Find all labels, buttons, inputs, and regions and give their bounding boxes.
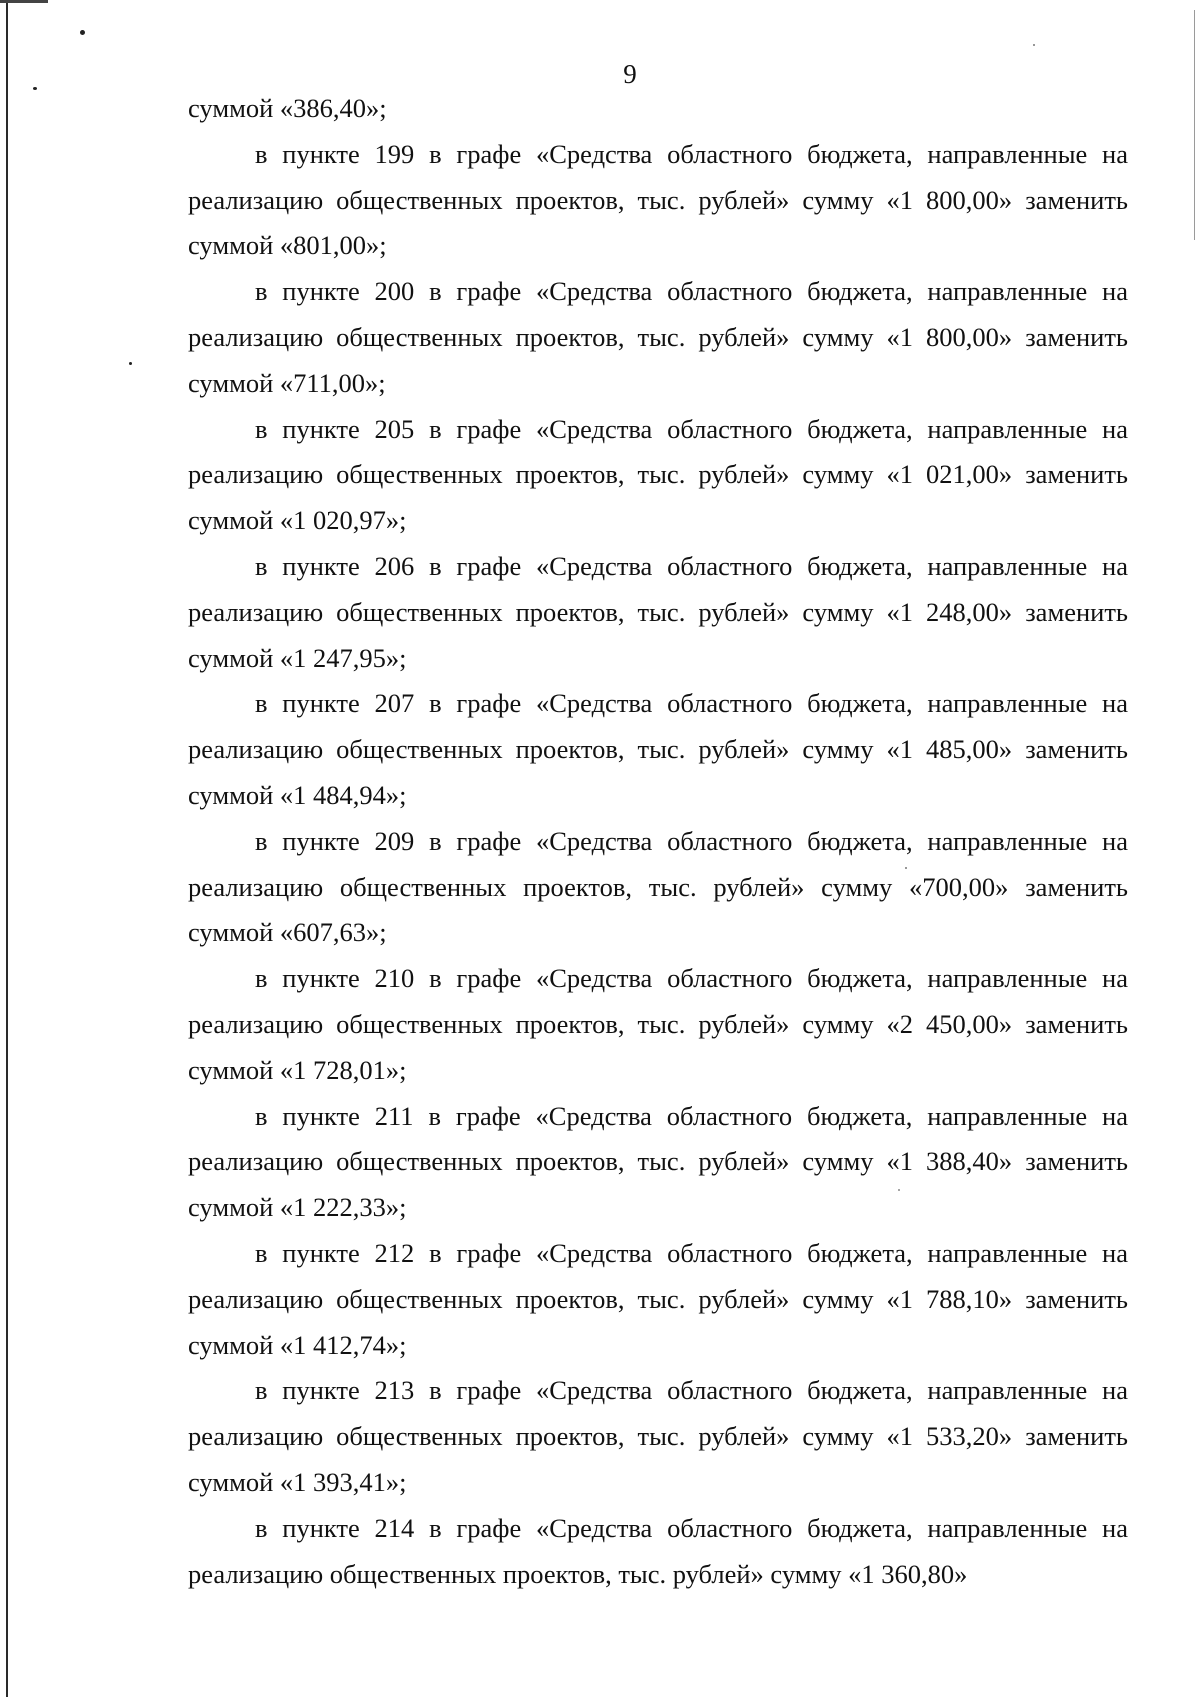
paragraph-item-205: в пункте 205 в графе «Средства областного бюджета, направленные на реализацию общественных проектов, тыс. рублей» сумму «1 021,00» заменить суммой «1 020,97»; — [188, 413, 1128, 536]
scan-speck — [80, 30, 85, 35]
paragraph-item-213: в пункте 213 в графе «Средства областного бюджета, направленные на реализацию общественных проектов, тыс. рублей» сумму «1 533,20» заменить суммой «1 393,41»; — [188, 1375, 1128, 1497]
paragraph-item-207: в пункте 207 в графе «Средства областного бюджета, направленные на реализацию общественных проектов, тыс. рублей» сумму «1 485,00» заменить суммой «1 484,94»; — [188, 688, 1128, 810]
paragraph-continuation: суммой «386,40»; — [188, 93, 387, 123]
paragraph-item-212: в пункте 212 в графе «Средства областного бюджета, направленные на реализацию общественных проектов, тыс. рублей» сумму «1 788,10» заменить суммой «1 412,74»; — [188, 1237, 1128, 1360]
paragraph-item-199: в пункте 199 в графе «Средства областного бюджета, направленные на реализацию общественных проектов, тыс. рублей» сумму «1 800,00» заменить суммой «801,00»; — [188, 138, 1128, 261]
scan-speck — [1033, 44, 1035, 46]
paragraph-item-200: в пункте 200 в графе «Средства областного бюджета, направленные на реализацию общественных проектов, тыс. рублей» сумму «1 800,00» заменить суммой «711,00»; — [188, 276, 1128, 398]
scan-speck — [129, 362, 132, 365]
paragraph-item-206: в пункте 206 в графе «Средства областного бюджета, направленные на реализацию общественных проектов, тыс. рублей» сумму «1 248,00» заменить суммой «1 247,95»; — [188, 550, 1128, 673]
scan-speck — [33, 87, 37, 90]
paragraph-item-210: в пункте 210 в графе «Средства областного бюджета, направленные на реализацию общественных проектов, тыс. рублей» сумму «2 450,00» заменить суммой «1 728,01»; — [188, 963, 1128, 1085]
paragraph-item-214: в пункте 214 в графе «Средства областного бюджета, направленные на реализацию общественных проектов, тыс. рублей» сумму «1 360,80» — [188, 1512, 1128, 1589]
scan-left-border — [6, 0, 8, 1697]
document-body — [188, 86, 1128, 1597]
paragraph-item-211: в пункте 211 в графе «Средства областного бюджета, направленные на реализацию общественных проектов, тыс. рублей» сумму «1 388,40» заменить суммой «1 222,33»; — [188, 1100, 1128, 1223]
scan-corner-mark — [0, 0, 48, 3]
scan-right-border — [1194, 10, 1195, 240]
paragraph-item-209: в пункте 209 в графе «Средства областного бюджета, направленные на реализацию общественных проектов, тыс. рублей» сумму «700,00» заменить суммой «607,63»; — [188, 825, 1128, 948]
page-number: 9 — [623, 59, 637, 89]
